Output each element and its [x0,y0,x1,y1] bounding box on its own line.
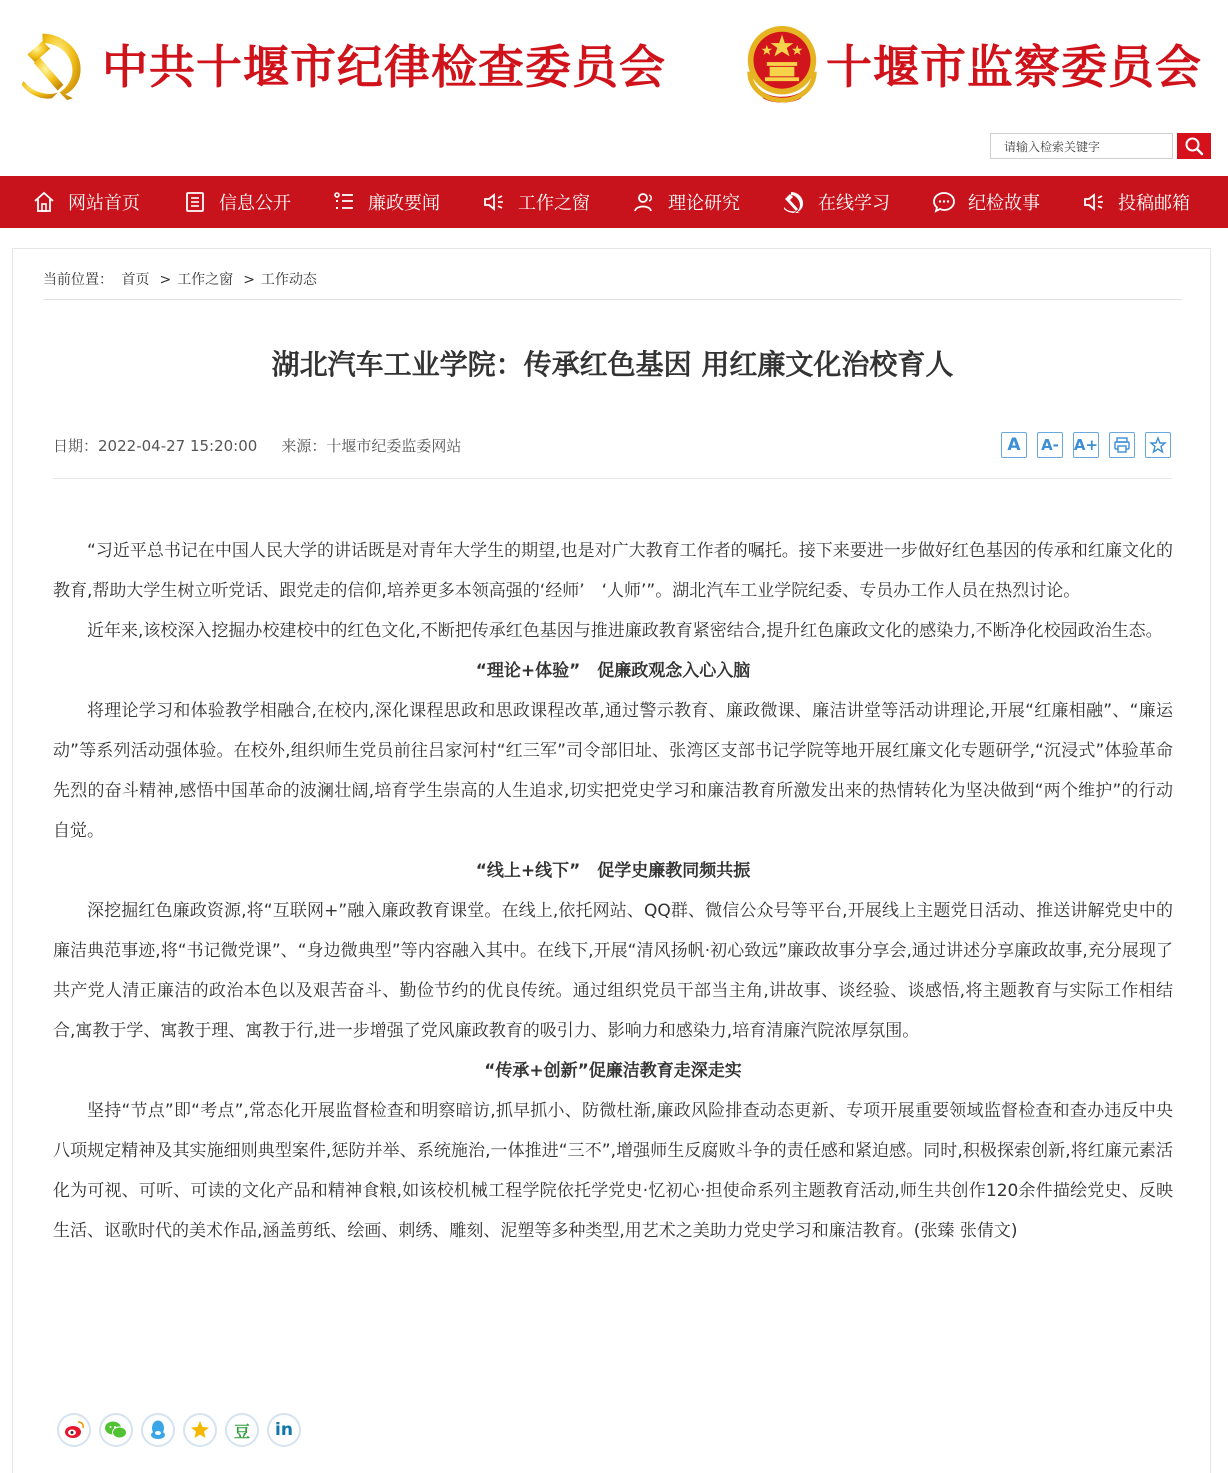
nav-item-info[interactable] [183,176,291,228]
font-decrease-button[interactable]: A- [1037,432,1063,458]
document-icon [183,190,207,214]
share-bar [57,1413,301,1447]
font-increase-button[interactable]: A+ [1073,432,1099,458]
nav-item-work[interactable] [482,176,590,228]
breadcrumb-separator: > [243,272,255,288]
search-icon [1184,136,1204,156]
print-icon [1113,436,1131,454]
section-heading: “线上+线下” 促学史廉教同频共振 [475,861,751,881]
share-douban-button[interactable] [225,1413,259,1447]
paragraph: 深挖掘红色廉政资源,将“互联网+”融入廉政教育课堂。在线上,依托网站、QQ群、微信公众号等平台,开展线上主题党日活动、推送讲解党史中的廉洁典范事迹,将“书记微党课”、“身边微典型”等内容融入其中。在线下,开展“清风扬帆·初心致远”廉政故事分享会,通过讲述分享廉政故事,充分展现了共产党人清正廉洁的政治本色以及艰苦奋斗、勤俭节约的优良传统。通过组织党员干部当主角,讲故事、谈经验、谈感悟,将主题教育与实际工作相结合,寓教于学、寓教于理、寓教于行,进一步增强了党风廉政教育的吸引力、影响力和感染力,培育清廉汽院浓厚氛围。 [53,901,1173,1041]
breadcrumb [43,269,321,289]
nav-label: 信息公开 [219,193,291,214]
breadcrumb-prefix: 当前位置： [43,272,113,288]
breadcrumb-separator: > [159,272,172,288]
divider [43,299,1182,300]
breadcrumb-home[interactable]: 首页 [121,272,150,288]
home-icon [32,190,56,214]
national-emblem-icon [744,22,820,106]
search-button[interactable] [1177,133,1211,159]
speaker-icon [1082,190,1106,214]
share-linkedin-button[interactable] [267,1413,301,1447]
paragraph: “习近平总书记在中国人民大学的讲话既是对青年大学生的期望,也是对广大教育工作者的嘱托。接下来要进一步做好红色基因的传承和红廉文化的教育,帮助大学生树立听党话、跟党走的信仰,培养更多本领高强的‘经师’ ‘人师’”。湖北汽车工业学院纪委、专员办工作人员在热烈讨论。 [53,541,1173,601]
weibo-icon [63,1419,85,1441]
share-wechat-button[interactable] [99,1413,133,1447]
nav-item-submit[interactable] [1082,176,1190,228]
nav-item-theory[interactable] [632,176,740,228]
star-icon [1149,436,1167,454]
qzone-star-icon [189,1419,211,1441]
article-tools [1001,432,1171,458]
linkedin-icon: in [275,1420,293,1440]
font-default-button[interactable]: A [1001,432,1027,458]
paragraph: 将理论学习和体验教学相融合,在校内,深化课程思政和思政课程改革,通过警示教育、廉政微课、廉洁讲堂等活动讲理论,开展“红廉相融”、“廉运动”等系列活动强体验。在校外,组织师生党员前往吕家河村“红三军”司令部旧址、张湾区支部书记学院等地开展红廉文化专题研学,“沉浸式”体验革命先烈的奋斗精神,感悟中国革命的波澜壮阔,培育学生崇高的人生追求,切实把党史学习和廉洁教育所激发出来的热情转化为坚决做到“两个维护”的行动自觉。 [53,701,1173,841]
article-title: 湖北汽车工业学院：传承红色基因 用红廉文化治校育人 [271,348,954,381]
paragraph: 近年来,该校深入挖掘办校建校中的红色文化,不断把传承红色基因与推进廉政教育紧密结合,提升红色廉政文化的感染力,不断净化校园政治生态。 [87,621,1163,641]
article-container [12,248,1211,1473]
nav-item-study[interactable] [782,176,890,228]
share-qq-button[interactable] [141,1413,175,1447]
article-date: 2022-04-27 15:20:00 [98,437,258,455]
print-button[interactable] [1109,432,1135,458]
nav-label: 在线学习 [818,193,890,214]
nav-label: 纪检故事 [968,193,1040,214]
speaker-icon [482,190,506,214]
share-qzone-button[interactable] [183,1413,217,1447]
article-body [53,531,1173,1251]
divider [53,478,1172,479]
breadcrumb-work-news[interactable]: 工作动态 [260,272,317,288]
favorite-button[interactable] [1145,432,1171,458]
article-source: 十堰市纪委监委网站 [326,437,462,455]
nav-item-news[interactable] [332,176,440,228]
site-header [0,0,1228,176]
breadcrumb-work-window[interactable]: 工作之窗 [177,272,234,288]
nav-label: 投稿邮箱 [1118,193,1190,214]
chat-icon [932,190,956,214]
nav-label: 廉政要闻 [368,193,440,214]
party-emblem-icon [14,26,90,102]
section-heading: “传承+创新”促廉洁教育走深走实 [484,1061,742,1081]
search-input[interactable]: 请输入检索关键字 [990,133,1173,159]
list-icon [332,190,356,214]
nav-label: 网站首页 [68,193,140,214]
people-icon [632,190,656,214]
nav-label: 理论研究 [668,193,740,214]
main-nav [0,176,1228,228]
cpc-logo-link[interactable] [14,22,666,106]
date-label: 日期： [53,437,99,455]
supervision-committee-title: 十堰市监察委员会 [826,40,1202,94]
cpc-committee-title: 中共十堰市纪律检查委员会 [102,40,666,94]
paragraph: 坚持“节点”即“考点”,常态化开展监督检查和明察暗访,抓早抓小、防微杜渐,廉政风险排查动态更新、专项开展重要领域监督检查和查办违反中央八项规定精神及其实施细则典型案件,惩防并举、系统施治,一体推进“三不”,增强师生反腐败斗争的责任感和紧迫感。同时,积极探索创新,将红廉元素活化为可视、可听、可读的文化产品和精神食粮,如该校机械工程学院依托学党史·忆初心·担使命系列主题教育活动,师生共创作120余件描绘党史、反映生活、讴歌时代的美术作品,涵盖剪纸、绘画、刺绣、雕刻、泥塑等多种类型,用艺术之美助力党史学习和廉洁教育。(张臻 张倩文) [53,1101,1173,1241]
nav-item-home[interactable] [32,176,140,228]
share-weibo-button[interactable] [57,1413,91,1447]
douban-icon: 豆 [233,1421,250,1441]
section-heading: “理论+体验” 促廉政观念入心入脑 [475,661,751,681]
nav-item-stories[interactable] [932,176,1040,228]
nav-label: 工作之窗 [518,193,590,214]
supervision-logo-link[interactable] [744,22,1202,106]
article-meta [53,435,461,456]
party-icon [782,190,806,214]
source-label: 来源： [281,437,327,455]
wechat-icon [104,1419,128,1441]
qq-icon [148,1419,168,1441]
